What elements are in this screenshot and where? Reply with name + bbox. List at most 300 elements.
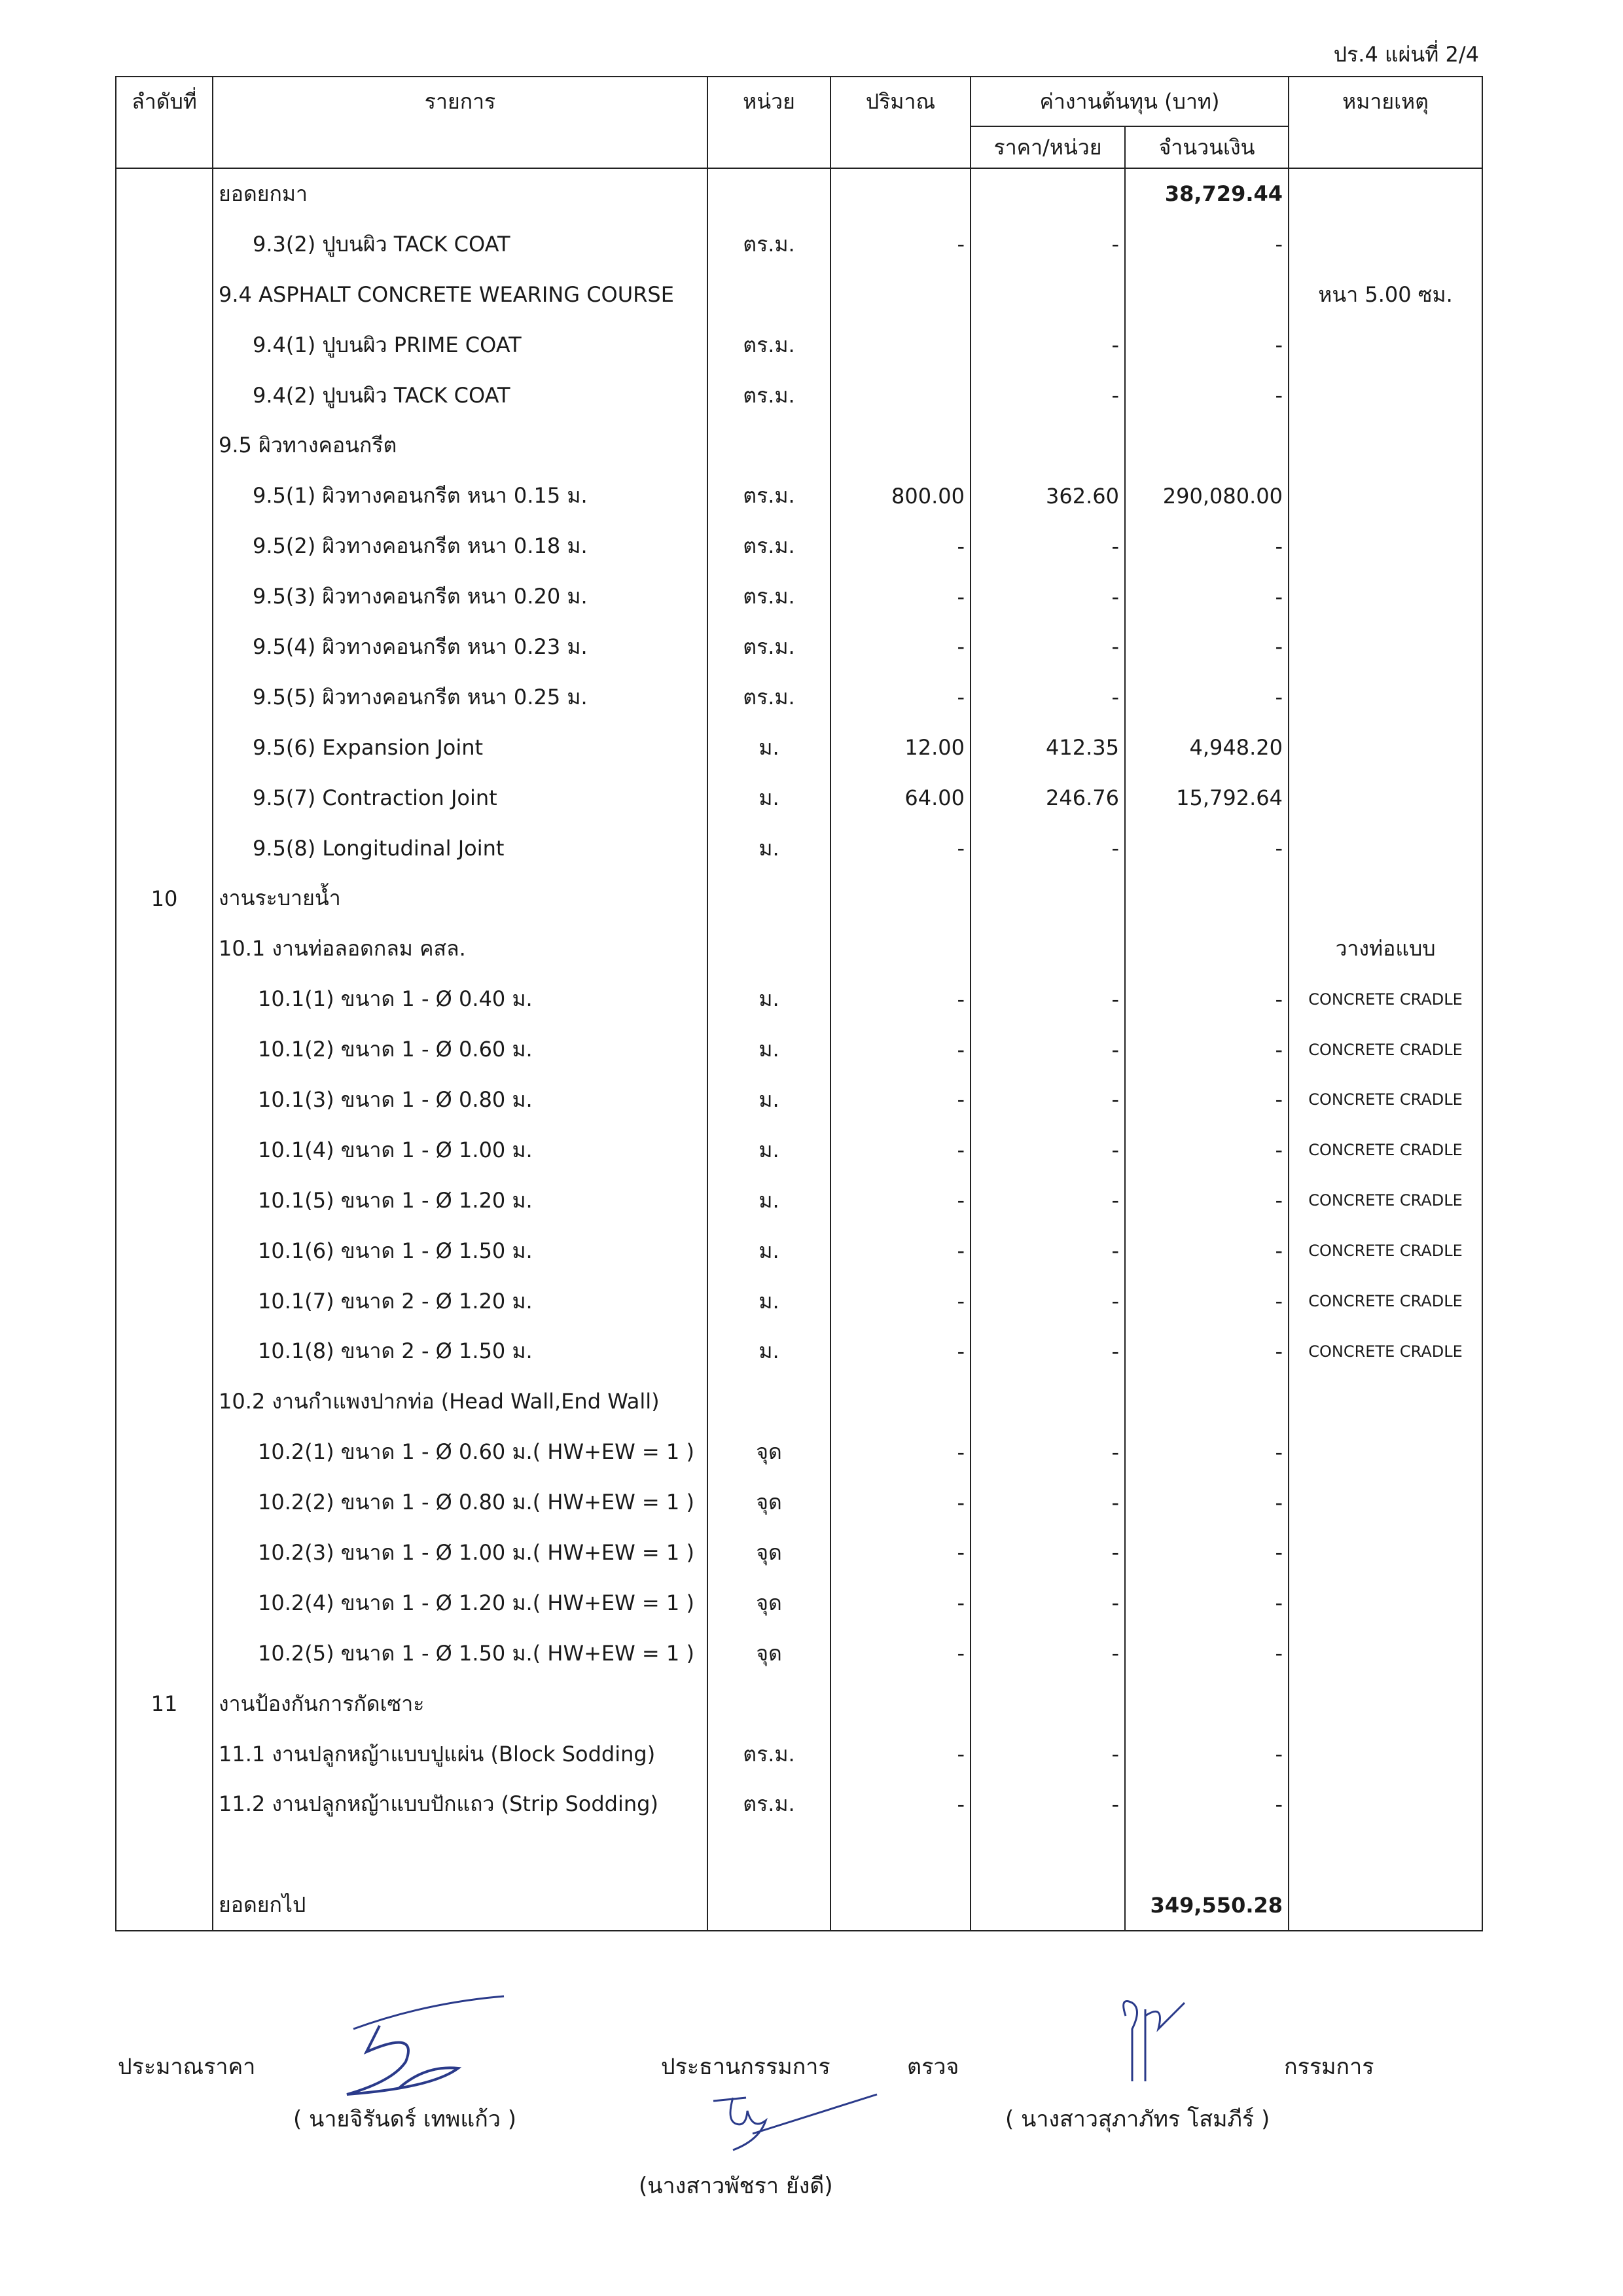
table-row bbox=[116, 1528, 1482, 1578]
cell-item: 10.2(3) ขนาด 1 - Ø 1.00 ม.( HW+EW = 1 ) bbox=[213, 1528, 707, 1578]
cell-note bbox=[1289, 1477, 1482, 1528]
cell-unit-price: - bbox=[971, 1125, 1125, 1175]
cell-item: 9.4(2) ปูบนผิว TACK COAT bbox=[213, 370, 707, 421]
cell-no bbox=[116, 1276, 213, 1327]
cell-note bbox=[1289, 1578, 1482, 1628]
cell-item: ยอดยกมา bbox=[213, 168, 707, 219]
cell-unit bbox=[707, 168, 830, 219]
cell-unit: ม. bbox=[707, 1125, 830, 1175]
cell-note bbox=[1289, 571, 1482, 622]
cell-note bbox=[1289, 219, 1482, 270]
cell-unit-price: - bbox=[971, 1578, 1125, 1628]
table-row bbox=[116, 723, 1482, 773]
cell-item: 10.2(4) ขนาด 1 - Ø 1.20 ม.( HW+EW = 1 ) bbox=[213, 1578, 707, 1628]
cell-note bbox=[1289, 723, 1482, 773]
cell-no bbox=[116, 1880, 213, 1931]
table-row bbox=[116, 1880, 1482, 1931]
cell-unit-price: - bbox=[971, 370, 1125, 421]
cell-item: 10.1(1) ขนาด 1 - Ø 0.40 ม. bbox=[213, 974, 707, 1024]
cell-item: 9.5(3) ผิวทางคอนกรีต หนา 0.20 ม. bbox=[213, 571, 707, 622]
header-unit-price: ราคา/หน่วย bbox=[971, 126, 1125, 168]
cell-amount: - bbox=[1125, 571, 1289, 622]
cell-note bbox=[1289, 471, 1482, 521]
cell-note bbox=[1289, 672, 1482, 723]
cell-amount: 349,550.28 bbox=[1125, 1880, 1289, 1931]
cell-no bbox=[116, 1729, 213, 1780]
cell-note: CONCRETE CRADLE bbox=[1289, 974, 1482, 1024]
cell-unit: ม. bbox=[707, 723, 830, 773]
cell-note bbox=[1289, 773, 1482, 823]
header-cost: ค่างานต้นทุน (บาท) bbox=[971, 77, 1289, 126]
cell-qty bbox=[830, 1880, 971, 1931]
cell-unit bbox=[707, 1880, 830, 1931]
cell-amount: - bbox=[1125, 1276, 1289, 1327]
cell-no bbox=[116, 924, 213, 974]
cell-unit: ตร.ม. bbox=[707, 571, 830, 622]
cell-item: 10.2(2) ขนาด 1 - Ø 0.80 ม.( HW+EW = 1 ) bbox=[213, 1477, 707, 1528]
header-note: หมายเหตุ bbox=[1289, 77, 1482, 168]
cell-no bbox=[116, 270, 213, 320]
cell-unit: ตร.ม. bbox=[707, 219, 830, 270]
cell-note: CONCRETE CRADLE bbox=[1289, 1175, 1482, 1226]
table-row bbox=[116, 1075, 1482, 1125]
cell-item: งานป้องกันการกัดเซาะ bbox=[213, 1679, 707, 1729]
cell-amount: - bbox=[1125, 1075, 1289, 1125]
cell-no bbox=[116, 773, 213, 823]
cell-qty bbox=[830, 1829, 971, 1880]
cell-qty bbox=[830, 370, 971, 421]
estimator-label: ประมาณราคา bbox=[118, 2054, 256, 2080]
cell-no bbox=[116, 168, 213, 219]
cell-unit bbox=[707, 1829, 830, 1880]
cell-qty: - bbox=[830, 571, 971, 622]
cell-qty: - bbox=[830, 1024, 971, 1075]
cell-item: 9.5(4) ผิวทางคอนกรีต หนา 0.23 ม. bbox=[213, 622, 707, 672]
table-row bbox=[116, 873, 1482, 924]
cell-amount: - bbox=[1125, 974, 1289, 1024]
cell-unit-price: 246.76 bbox=[971, 773, 1125, 823]
estimator-name: ( นายจิรันดร์ เทพแก้ว ) bbox=[293, 2106, 517, 2132]
cell-no bbox=[116, 1578, 213, 1628]
cell-note bbox=[1289, 420, 1482, 471]
cell-note bbox=[1289, 1829, 1482, 1880]
cell-unit: ตร.ม. bbox=[707, 521, 830, 571]
cell-qty bbox=[830, 924, 971, 974]
cell-unit: ม. bbox=[707, 1075, 830, 1125]
cell-unit bbox=[707, 924, 830, 974]
header-item: รายการ bbox=[213, 77, 707, 168]
cell-amount: - bbox=[1125, 370, 1289, 421]
cell-no: 11 bbox=[116, 1679, 213, 1729]
cell-no: 10 bbox=[116, 873, 213, 924]
cell-no bbox=[116, 1628, 213, 1679]
table-body bbox=[116, 168, 1482, 1931]
header-amount: จำนวนเงิน bbox=[1125, 126, 1289, 168]
cell-unit-price: - bbox=[971, 571, 1125, 622]
cell-qty: - bbox=[830, 672, 971, 723]
cell-unit: ม. bbox=[707, 1175, 830, 1226]
cell-unit: ตร.ม. bbox=[707, 320, 830, 370]
cell-unit-price: - bbox=[971, 1528, 1125, 1578]
cell-item: 10.1(2) ขนาด 1 - Ø 0.60 ม. bbox=[213, 1024, 707, 1075]
cell-qty bbox=[830, 168, 971, 219]
cell-no bbox=[116, 1075, 213, 1125]
cell-note bbox=[1289, 1679, 1482, 1729]
cell-item: 10.1(4) ขนาด 1 - Ø 1.00 ม. bbox=[213, 1125, 707, 1175]
table-row bbox=[116, 1125, 1482, 1175]
cell-note: CONCRETE CRADLE bbox=[1289, 1326, 1482, 1376]
cell-item: 9.5(1) ผิวทางคอนกรีต หนา 0.15 ม. bbox=[213, 471, 707, 521]
cell-item: 10.1(5) ขนาด 1 - Ø 1.20 ม. bbox=[213, 1175, 707, 1226]
cell-amount: 4,948.20 bbox=[1125, 723, 1289, 773]
cell-no bbox=[116, 1528, 213, 1578]
cell-unit-price: - bbox=[971, 1427, 1125, 1477]
cell-qty: - bbox=[830, 1780, 971, 1830]
cell-unit-price: - bbox=[971, 521, 1125, 571]
cell-item: 9.5(2) ผิวทางคอนกรีต หนา 0.18 ม. bbox=[213, 521, 707, 571]
cell-unit: จุด bbox=[707, 1578, 830, 1628]
cell-note bbox=[1289, 1528, 1482, 1578]
cell-item: 10.1(6) ขนาด 1 - Ø 1.50 ม. bbox=[213, 1226, 707, 1276]
cell-unit-price: - bbox=[971, 823, 1125, 874]
cell-unit-price: - bbox=[971, 672, 1125, 723]
cell-amount: - bbox=[1125, 320, 1289, 370]
cell-unit: ม. bbox=[707, 1024, 830, 1075]
cell-amount: - bbox=[1125, 1528, 1289, 1578]
cell-note: หนา 5.00 ซม. bbox=[1289, 270, 1482, 320]
cell-no bbox=[116, 1024, 213, 1075]
cell-unit-price: - bbox=[971, 1175, 1125, 1226]
cell-qty bbox=[830, 873, 971, 924]
cell-unit-price bbox=[971, 420, 1125, 471]
cell-note: CONCRETE CRADLE bbox=[1289, 1024, 1482, 1075]
cell-no bbox=[116, 1326, 213, 1376]
table-row bbox=[116, 1376, 1482, 1427]
table-row bbox=[116, 924, 1482, 974]
cell-amount bbox=[1125, 1679, 1289, 1729]
cell-no bbox=[116, 723, 213, 773]
member-name: ( นางสาวสุภาภัทร โสมภีร์ ) bbox=[1005, 2106, 1270, 2132]
table-row bbox=[116, 571, 1482, 622]
member-signature bbox=[1106, 1990, 1198, 2088]
cell-note bbox=[1289, 1628, 1482, 1679]
cell-no bbox=[116, 1175, 213, 1226]
cell-note bbox=[1289, 622, 1482, 672]
cell-unit-price bbox=[971, 270, 1125, 320]
cell-item: 10.1 งานท่อลอดกลม คสล. bbox=[213, 924, 707, 974]
cell-unit: ตร.ม. bbox=[707, 672, 830, 723]
cell-unit: ตร.ม. bbox=[707, 1780, 830, 1830]
cell-qty: - bbox=[830, 1276, 971, 1327]
cell-qty: - bbox=[830, 1075, 971, 1125]
cell-qty: - bbox=[830, 823, 971, 874]
cell-unit-price: 412.35 bbox=[971, 723, 1125, 773]
cell-note bbox=[1289, 320, 1482, 370]
cell-qty bbox=[830, 270, 971, 320]
cell-unit-price: - bbox=[971, 320, 1125, 370]
cell-item: 9.5 ผิวทางคอนกรีต bbox=[213, 420, 707, 471]
cell-qty bbox=[830, 1376, 971, 1427]
cell-unit-price bbox=[971, 1880, 1125, 1931]
table-row bbox=[116, 672, 1482, 723]
cell-amount: - bbox=[1125, 823, 1289, 874]
cell-no bbox=[116, 420, 213, 471]
cell-unit-price: - bbox=[971, 1780, 1125, 1830]
cell-unit: จุด bbox=[707, 1477, 830, 1528]
cell-no bbox=[116, 370, 213, 421]
cell-qty: - bbox=[830, 1729, 971, 1780]
cell-note bbox=[1289, 521, 1482, 571]
cell-amount: 290,080.00 bbox=[1125, 471, 1289, 521]
cell-amount: - bbox=[1125, 1628, 1289, 1679]
cell-item: 9.4 ASPHALT CONCRETE WEARING COURSE bbox=[213, 270, 707, 320]
cell-qty: - bbox=[830, 1578, 971, 1628]
header-unit: หน่วย bbox=[707, 77, 830, 168]
cell-unit-price: - bbox=[971, 1477, 1125, 1528]
table-row bbox=[116, 1226, 1482, 1276]
cell-no bbox=[116, 1226, 213, 1276]
table-row bbox=[116, 773, 1482, 823]
cell-amount bbox=[1125, 270, 1289, 320]
cell-amount: - bbox=[1125, 1477, 1289, 1528]
cell-unit-price: - bbox=[971, 1226, 1125, 1276]
table-row bbox=[116, 1729, 1482, 1780]
cell-note bbox=[1289, 370, 1482, 421]
cell-qty: 12.00 bbox=[830, 723, 971, 773]
cell-no bbox=[116, 622, 213, 672]
cell-unit: ม. bbox=[707, 773, 830, 823]
cell-item: 11.1 งานปลูกหญ้าแบบปูแผ่น (Block Sodding) bbox=[213, 1729, 707, 1780]
cell-item: 10.2(5) ขนาด 1 - Ø 1.50 ม.( HW+EW = 1 ) bbox=[213, 1628, 707, 1679]
bill-of-quantities-table bbox=[115, 76, 1483, 1931]
cell-unit-price: - bbox=[971, 974, 1125, 1024]
cell-unit-price: 362.60 bbox=[971, 471, 1125, 521]
cell-unit-price: - bbox=[971, 1729, 1125, 1780]
cell-unit: จุด bbox=[707, 1427, 830, 1477]
cell-unit-price: - bbox=[971, 1628, 1125, 1679]
cell-amount: - bbox=[1125, 1780, 1289, 1830]
cell-unit-price bbox=[971, 168, 1125, 219]
cell-unit-price: - bbox=[971, 219, 1125, 270]
table-row bbox=[116, 1829, 1482, 1880]
cell-amount: - bbox=[1125, 1578, 1289, 1628]
cell-unit: ตร.ม. bbox=[707, 370, 830, 421]
cell-note bbox=[1289, 823, 1482, 874]
cell-no bbox=[116, 571, 213, 622]
cell-unit-price bbox=[971, 1376, 1125, 1427]
cell-unit: ม. bbox=[707, 1226, 830, 1276]
cell-amount: - bbox=[1125, 1125, 1289, 1175]
cell-qty bbox=[830, 1679, 971, 1729]
cell-no bbox=[116, 320, 213, 370]
cell-note bbox=[1289, 1880, 1482, 1931]
cell-amount: - bbox=[1125, 1326, 1289, 1376]
cell-amount: - bbox=[1125, 1175, 1289, 1226]
cell-no bbox=[116, 1376, 213, 1427]
table-row bbox=[116, 1780, 1482, 1830]
cell-qty: - bbox=[830, 1175, 971, 1226]
cell-note: วางท่อแบบ bbox=[1289, 924, 1482, 974]
cell-amount: - bbox=[1125, 1427, 1289, 1477]
cell-amount bbox=[1125, 1829, 1289, 1880]
cell-note bbox=[1289, 1729, 1482, 1780]
cell-no bbox=[116, 521, 213, 571]
cell-no bbox=[116, 1125, 213, 1175]
table-row bbox=[116, 1276, 1482, 1327]
cell-unit: จุด bbox=[707, 1628, 830, 1679]
chair-label: ประธานกรรมการ bbox=[661, 2054, 830, 2080]
cell-amount bbox=[1125, 1376, 1289, 1427]
table-row bbox=[116, 420, 1482, 471]
cell-amount: - bbox=[1125, 1226, 1289, 1276]
table-row bbox=[116, 1679, 1482, 1729]
cell-unit: ตร.ม. bbox=[707, 471, 830, 521]
cell-item: 9.4(1) ปูบนผิว PRIME COAT bbox=[213, 320, 707, 370]
cell-unit: จุด bbox=[707, 1528, 830, 1578]
table-row bbox=[116, 168, 1482, 219]
cell-item: 10.2 งานกำแพงปากท่อ (Head Wall,End Wall) bbox=[213, 1376, 707, 1427]
header-no: ลำดับที่ bbox=[116, 77, 213, 168]
table-row bbox=[116, 320, 1482, 370]
cell-item: งานระบายน้ำ bbox=[213, 873, 707, 924]
table-row bbox=[116, 521, 1482, 571]
cell-note: CONCRETE CRADLE bbox=[1289, 1075, 1482, 1125]
cell-qty: - bbox=[830, 1477, 971, 1528]
cell-qty bbox=[830, 420, 971, 471]
cell-qty: 800.00 bbox=[830, 471, 971, 521]
cell-unit-price: - bbox=[971, 1276, 1125, 1327]
cell-qty: - bbox=[830, 1226, 971, 1276]
cell-note bbox=[1289, 1376, 1482, 1427]
cell-unit bbox=[707, 270, 830, 320]
cell-unit-price bbox=[971, 1829, 1125, 1880]
cell-amount bbox=[1125, 420, 1289, 471]
table-row bbox=[116, 370, 1482, 421]
cell-unit-price bbox=[971, 924, 1125, 974]
cell-qty: - bbox=[830, 1125, 971, 1175]
cell-unit-price: - bbox=[971, 1024, 1125, 1075]
table-row bbox=[116, 1175, 1482, 1226]
table-row bbox=[116, 974, 1482, 1024]
cell-item: 10.1(7) ขนาด 2 - Ø 1.20 ม. bbox=[213, 1276, 707, 1327]
table-row bbox=[116, 1427, 1482, 1477]
cell-qty: - bbox=[830, 1628, 971, 1679]
estimator-signature bbox=[327, 1990, 524, 2108]
cell-no bbox=[116, 672, 213, 723]
table-row bbox=[116, 219, 1482, 270]
cell-unit-price: - bbox=[971, 622, 1125, 672]
cell-item: 10.1(3) ขนาด 1 - Ø 0.80 ม. bbox=[213, 1075, 707, 1125]
cell-amount: - bbox=[1125, 219, 1289, 270]
table-row bbox=[116, 1578, 1482, 1628]
cell-item: 9.5(8) Longitudinal Joint bbox=[213, 823, 707, 874]
chair-signature bbox=[707, 2085, 890, 2157]
cell-item bbox=[213, 1829, 707, 1880]
table-row bbox=[116, 823, 1482, 874]
page-reference: ปร.4 แผ่นที่ 2/4 bbox=[1333, 42, 1479, 67]
cell-item: 9.5(5) ผิวทางคอนกรีต หนา 0.25 ม. bbox=[213, 672, 707, 723]
cell-qty: - bbox=[830, 622, 971, 672]
cell-qty: - bbox=[830, 1528, 971, 1578]
cell-qty bbox=[830, 320, 971, 370]
cell-amount bbox=[1125, 873, 1289, 924]
cell-qty: - bbox=[830, 219, 971, 270]
cell-no bbox=[116, 1477, 213, 1528]
table-row bbox=[116, 622, 1482, 672]
cell-unit-price bbox=[971, 873, 1125, 924]
cell-qty: - bbox=[830, 521, 971, 571]
cell-amount bbox=[1125, 924, 1289, 974]
header-qty: ปริมาณ bbox=[830, 77, 971, 168]
cell-note bbox=[1289, 873, 1482, 924]
check-label: ตรวจ bbox=[907, 2054, 959, 2080]
cell-qty: - bbox=[830, 1326, 971, 1376]
table-header bbox=[116, 77, 1482, 168]
cell-unit: ตร.ม. bbox=[707, 1729, 830, 1780]
member-label: กรรมการ bbox=[1284, 2054, 1374, 2080]
cell-note bbox=[1289, 1427, 1482, 1477]
cell-unit-price: - bbox=[971, 1326, 1125, 1376]
cell-note: CONCRETE CRADLE bbox=[1289, 1125, 1482, 1175]
cell-amount: 38,729.44 bbox=[1125, 168, 1289, 219]
cell-qty: 64.00 bbox=[830, 773, 971, 823]
cell-amount: - bbox=[1125, 672, 1289, 723]
cell-no bbox=[116, 974, 213, 1024]
cell-item: 10.1(8) ขนาด 2 - Ø 1.50 ม. bbox=[213, 1326, 707, 1376]
cell-item: 11.2 งานปลูกหญ้าแบบปักแถว (Strip Sodding) bbox=[213, 1780, 707, 1830]
table-row bbox=[116, 1024, 1482, 1075]
cell-item: 10.2(1) ขนาด 1 - Ø 0.60 ม.( HW+EW = 1 ) bbox=[213, 1427, 707, 1477]
cell-unit: ม. bbox=[707, 1326, 830, 1376]
table-row bbox=[116, 1628, 1482, 1679]
table-row bbox=[116, 1477, 1482, 1528]
cell-amount: - bbox=[1125, 622, 1289, 672]
cell-note bbox=[1289, 168, 1482, 219]
cell-no bbox=[116, 471, 213, 521]
table-row bbox=[116, 1326, 1482, 1376]
cell-qty: - bbox=[830, 974, 971, 1024]
cell-note bbox=[1289, 1780, 1482, 1830]
chair-name: (นางสาวพัชรา ยังดี) bbox=[639, 2173, 833, 2199]
cell-unit bbox=[707, 1679, 830, 1729]
cell-no bbox=[116, 1427, 213, 1477]
cell-item: 9.5(7) Contraction Joint bbox=[213, 773, 707, 823]
cell-item: 9.5(6) Expansion Joint bbox=[213, 723, 707, 773]
cell-no bbox=[116, 219, 213, 270]
cell-amount: 15,792.64 bbox=[1125, 773, 1289, 823]
cell-note: CONCRETE CRADLE bbox=[1289, 1276, 1482, 1327]
cell-unit bbox=[707, 1376, 830, 1427]
cell-unit: ม. bbox=[707, 974, 830, 1024]
cell-note: CONCRETE CRADLE bbox=[1289, 1226, 1482, 1276]
cell-no bbox=[116, 1780, 213, 1830]
cell-unit-price: - bbox=[971, 1075, 1125, 1125]
cell-amount: - bbox=[1125, 521, 1289, 571]
cell-unit: ตร.ม. bbox=[707, 622, 830, 672]
cell-unit bbox=[707, 420, 830, 471]
table-row bbox=[116, 270, 1482, 320]
cell-unit bbox=[707, 873, 830, 924]
cell-amount: - bbox=[1125, 1024, 1289, 1075]
cell-unit-price bbox=[971, 1679, 1125, 1729]
table-row bbox=[116, 471, 1482, 521]
cell-no bbox=[116, 1829, 213, 1880]
cell-unit: ม. bbox=[707, 823, 830, 874]
cell-amount: - bbox=[1125, 1729, 1289, 1780]
cell-no bbox=[116, 823, 213, 874]
cell-unit: ม. bbox=[707, 1276, 830, 1327]
cell-qty: - bbox=[830, 1427, 971, 1477]
